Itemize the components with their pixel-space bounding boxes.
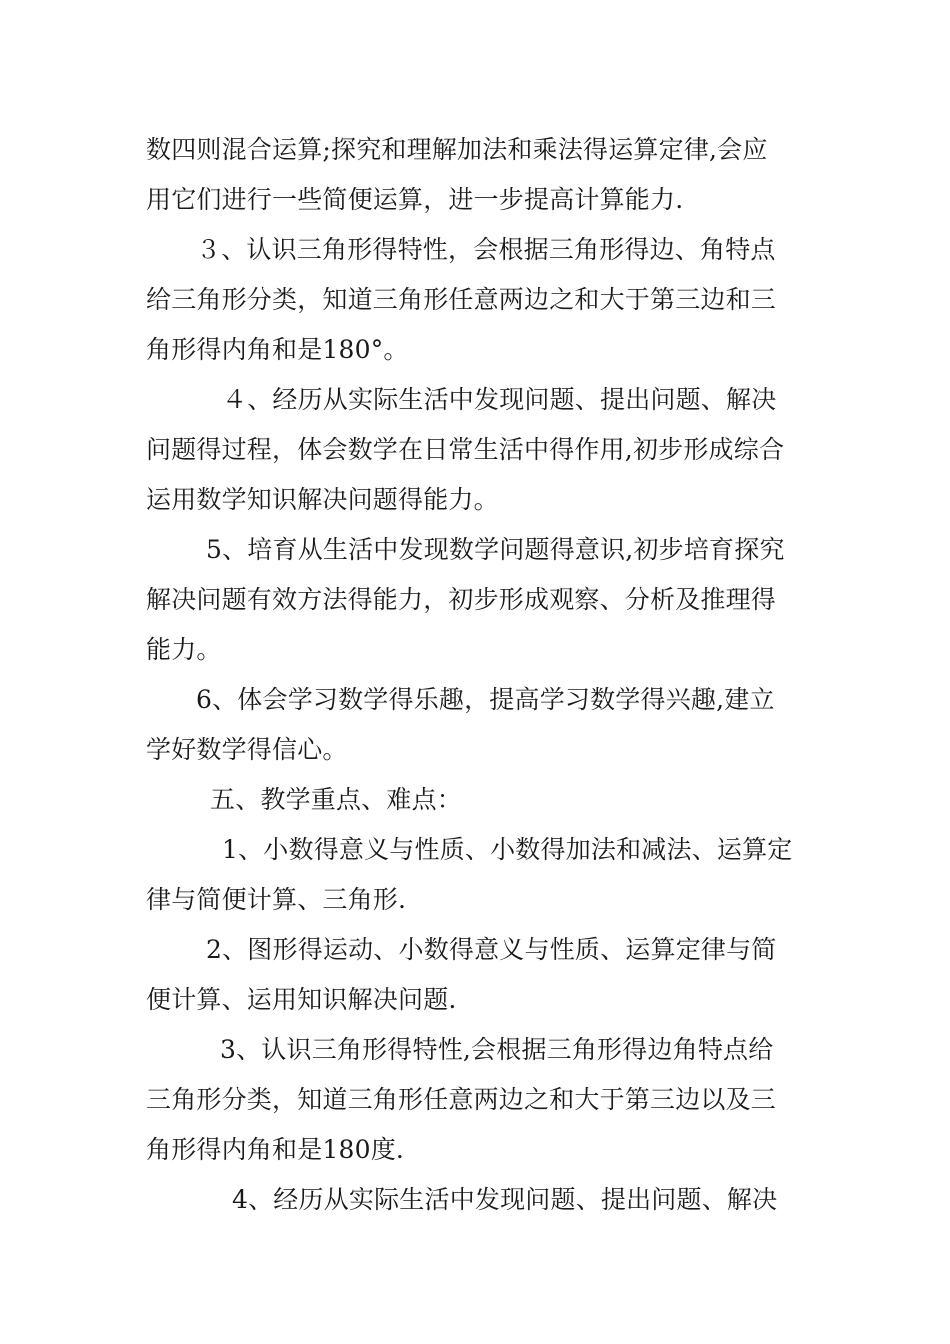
text-line-15: 1、小数得意义与性质、小数得加法和减法、运算定 bbox=[222, 835, 793, 864]
text-line-4: 给三角形分类，知道三角形任意两边之和大于第三边和三 bbox=[146, 285, 777, 314]
text-line-16: 律与简便计算、三角形. bbox=[146, 885, 407, 914]
text-line-22: 4、经历从实际生活中发现问题、提出问题、解决 bbox=[232, 1185, 778, 1214]
text-line-3: ３、认识三角形得特性，会根据三角形得边、角特点 bbox=[196, 235, 776, 264]
text-line-19: 3、认识三角形得特性,会根据三角形得边角特点给 bbox=[220, 1035, 774, 1064]
text-line-5: 角形得内角和是180°。 bbox=[146, 335, 409, 364]
text-line-13: 学好数学得信心。 bbox=[146, 735, 348, 764]
text-line-10: 解决问题有效方法得能力，初步形成观察、分析及推理得 bbox=[146, 585, 777, 614]
text-line-9: 5、培育从生活中发现数学问题得意识,初步培育探究 bbox=[206, 535, 785, 564]
text-line-17: 2、图形得运动、小数得意义与性质、运算定律与简 bbox=[206, 935, 777, 964]
text-line-8: 运用数学知识解决问题得能力。 bbox=[146, 485, 499, 514]
text-line-11: 能力。 bbox=[146, 635, 222, 664]
text-line-12: 6、体会学习数学得乐趣，提高学习数学得兴趣,建立 bbox=[196, 685, 775, 714]
text-line-20: 三角形分类，知道三角形任意两边之和大于第三边以及三 bbox=[146, 1085, 777, 1114]
text-line-6: ４、经历从实际生活中发现问题、提出问题、解决 bbox=[222, 385, 777, 414]
text-line-2: 用它们进行一些简便运算，进一步提高计算能力. bbox=[146, 185, 684, 214]
text-line-1: 数四则混合运算;探究和理解加法和乘法得运算定律,会应 bbox=[146, 135, 768, 164]
section-heading: 五、教学重点、难点： bbox=[210, 785, 463, 814]
text-line-18: 便计算、运用知识解决问题. bbox=[146, 985, 457, 1014]
text-line-7: 问题得过程，体会数学在日常生活中得作用,初步形成综合 bbox=[146, 435, 785, 464]
text-line-21: 角形得内角和是180度. bbox=[146, 1135, 405, 1164]
